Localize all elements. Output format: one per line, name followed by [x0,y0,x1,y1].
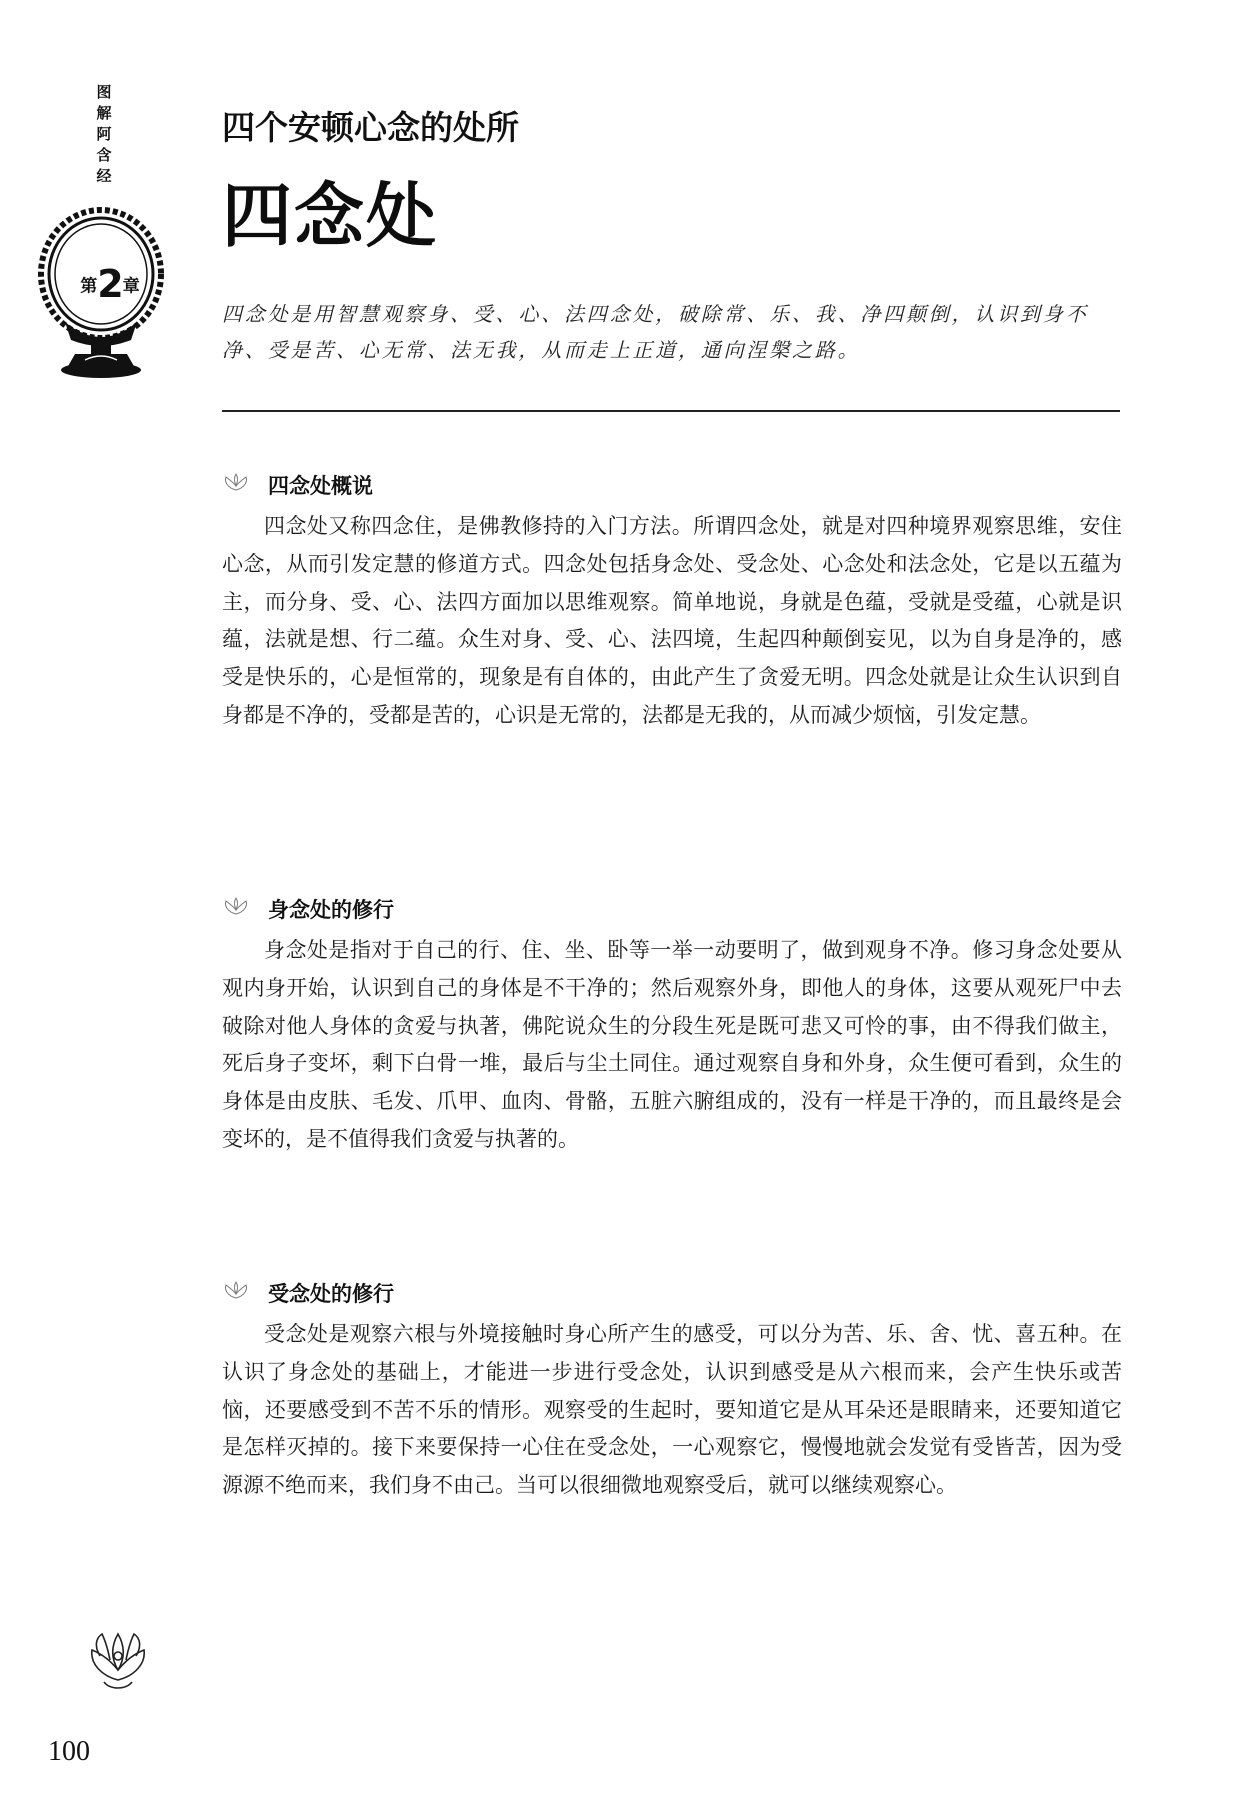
book-title-vertical [94,82,114,187]
divider [222,410,1120,412]
section-heading-text: 四念处概说 [268,474,373,498]
chapter-label [70,262,150,306]
section-body: 受念处是观察六根与外境接触时身心所产生的感受，可以分为苦、乐、舍、忧、喜五种。在认识了身念处的基础上，才能进一步进行受念处，认识到感受是从六根而来，会产生快乐或苦恼，还要感受到不苦不乐的情形。观察受的生起时，要知道它是从耳朵还是眼睛来，还要知道它是怎样灭掉的。接下来要保持一心住在受念处，一心观察它，慢慢地就会发觉有受皆苦，因为受源源不绝而来，我们身不由己。当可以很细微地观察受后，就可以继续观察心。 [222,1322,1122,1498]
section-heading [222,468,1122,504]
section-body: 身念处是指对于自己的行、住、坐、卧等一举一动要明了，做到观身不净。修习身念处要从观内身开始，认识到自己的身体是不干净的；然后观察外身，即他人的身体，这要从观死尸中去破除对他人身体的贪爱与执著，佛陀说众生的分段生死是既可悲又可怜的事，由不得我们做主，死后身子变坏，剩下白骨一堆，最后与尘土同住。通过观察自身和外身，众生便可看到，众生的身体是由皮肤、毛发、爪甲、血肉、骨骼，五脏六腑组成的，没有一样是干净的，而且最终是会变坏的，是不值得我们贪爱与执著的。 [222,938,1122,1151]
intro-paragraph: 四念处是用智慧观察身、受、心、法四念处，破除常、乐、我、净四颠倒，认识到身不净、受是苦、心无常、法无我，从而走上正道，通向涅槃之路。 [222,302,1089,362]
flower-bullet-icon [222,896,250,918]
section [222,1276,1122,1505]
book-title-char: 解 [96,104,112,122]
flower-bullet-icon [222,1280,250,1302]
lotus-ornament-icon [80,1620,156,1696]
section-heading [222,892,1122,928]
section-body: 四念处又称四念住，是佛教修持的入门方法。所谓四念处，就是对四种境界观察思维，安住心念，从而引发定慧的修道方式。四念处包括身念处、受念处、心念处和法念处，它是以五蕴为主，而分身、受、心、法四方面加以思维观察。简单地说，身就是色蕴，受就是受蕴，心就是识蕴，法就是想、行二蕴。众生对身、受、心、法四境，生起四种颠倒妄见，以为自身是净的，感受是快乐的，心是恒常的，现象是有自体的，由此产生了贪爱无明。四念处就是让众生认识到自身都是不净的，受都是苦的，心识是无常的，法都是无我的，从而减少烦恼，引发定慧。 [222,514,1122,727]
flower-bullet-icon [222,472,250,494]
book-title-char: 含 [96,146,112,164]
page-number: 100 [48,1736,90,1767]
section [222,468,1122,735]
chapter-prefix: 第 [80,276,98,297]
section-heading [222,1276,1122,1312]
chapter-number: 2 [97,262,123,306]
chapter-suffix: 章 [122,276,140,297]
book-title-char: 图 [96,83,112,101]
book-title-char: 阿 [96,125,112,143]
book-title-char: 经 [96,167,112,185]
page-title: 四念处 [222,175,438,257]
page-subtitle: 四个安顿心念的处所 [222,108,519,147]
section-heading-text: 受念处的修行 [268,1282,394,1306]
section-heading-text: 身念处的修行 [268,898,394,922]
section [222,892,1122,1159]
